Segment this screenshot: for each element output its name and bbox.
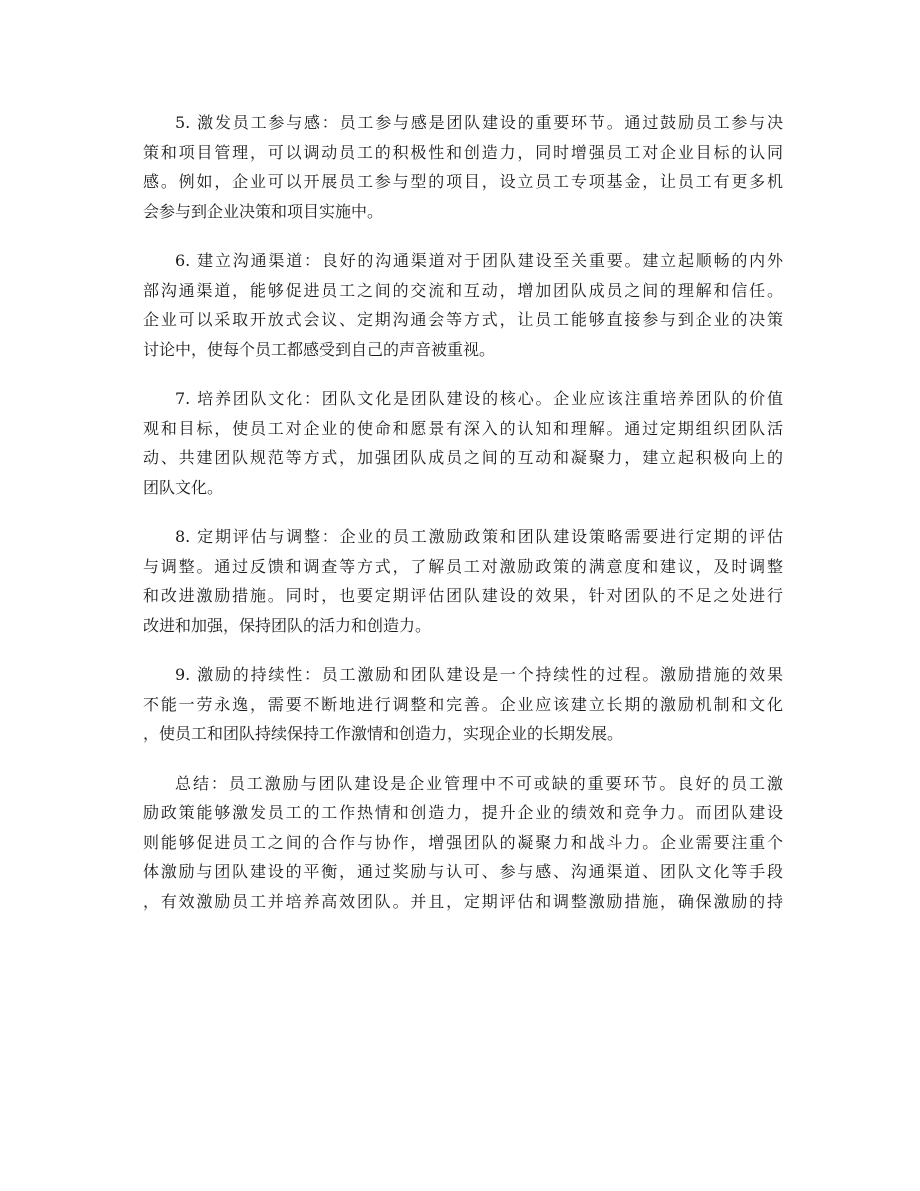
text-line: 5. 激发员工参与感：员工参与感是团队建设的重要环节。通过鼓励员工参与决 <box>175 113 783 132</box>
text-line: 动、共建团队规范等方式，加强团队成员之间的互动和凝聚力，建立起积极向上的 <box>143 448 783 467</box>
text-line: 策和项目管理，可以调动员工的积极性和创造力，同时增强员工对企业目标的认同 <box>143 142 783 162</box>
paragraph-sustainability <box>143 660 783 749</box>
paragraph-communication <box>143 246 783 364</box>
text-line: 观和目标，使员工对企业的使命和愿景有深入的认知和理解。通过定期组织团队活 <box>143 418 783 438</box>
text-line: 8. 定期评估与调整：企业的员工激励政策和团队建设策略需要进行定期的评估 <box>175 527 783 546</box>
text-line: 6. 建立沟通渠道：良好的沟通渠道对于团队建设至关重要。建立起顺畅的内外 <box>175 251 783 270</box>
text-line: 7. 培养团队文化：团队文化是团队建设的核心。企业应该注重培养团队的价值 <box>175 389 783 408</box>
text-line: 与调整。通过反馈和调查等方式，了解员工对激励政策的满意度和建议，及时调整 <box>143 556 783 576</box>
text-line: 讨论中，使每个员工都感受到自己的声音被重视。 <box>143 339 496 359</box>
paragraph-engagement <box>143 108 783 226</box>
text-line: ，使员工和团队持续保持工作激情和创造力，实现企业的长期发展。 <box>143 724 624 743</box>
text-line: 会参与到企业决策和项目实施中。 <box>143 201 384 221</box>
text-line: 体激励与团队建设的平衡，通过奖励与认可、参与感、沟通渠道、团队文化等手段 <box>143 862 783 881</box>
text-line: 9. 激励的持续性：员工激励和团队建设是一个持续性的过程。激励措施的效果 <box>175 665 783 684</box>
paragraph-team-culture <box>143 384 783 502</box>
text-line: 则能够促进员工之间的合作与协作，增强团队的凝聚力和战斗力。企业需要注重个 <box>143 832 783 852</box>
text-line: 企业可以采取开放式会议、定期沟通会等方式，让员工能够直接参与到企业的决策 <box>143 310 783 329</box>
text-line: 部沟通渠道，能够促进员工之间的交流和互动，增加团队成员之间的理解和信任。 <box>143 280 783 300</box>
text-line: 励政策能够激发员工的工作热情和创造力，提升企业的绩效和竞争力。而团队建设 <box>143 803 783 822</box>
document-body <box>143 108 783 936</box>
text-line: 改进和加强，保持团队的活力和创造力。 <box>143 615 432 635</box>
text-line: 感。例如，企业可以开展员工参与型的项目，设立员工专项基金，让员工有更多机 <box>143 172 783 191</box>
paragraph-evaluation <box>143 522 783 640</box>
text-line: 不能一劳永逸，需要不断地进行调整和完善。企业应该建立长期的激励机制和文化 <box>143 694 783 714</box>
text-line: 总结：员工激励与团队建设是企业管理中不可或缺的重要环节。良好的员工激 <box>175 773 783 793</box>
text-line: 团队文化。 <box>143 477 224 497</box>
text-line: 和改进激励措施。同时，也要定期评估团队建设的效果，针对团队的不足之处进行 <box>143 586 783 605</box>
paragraph-summary <box>143 769 783 917</box>
text-line: ，有效激励员工并培养高效团队。并且，定期评估和调整激励措施，确保激励的持 <box>143 891 783 911</box>
